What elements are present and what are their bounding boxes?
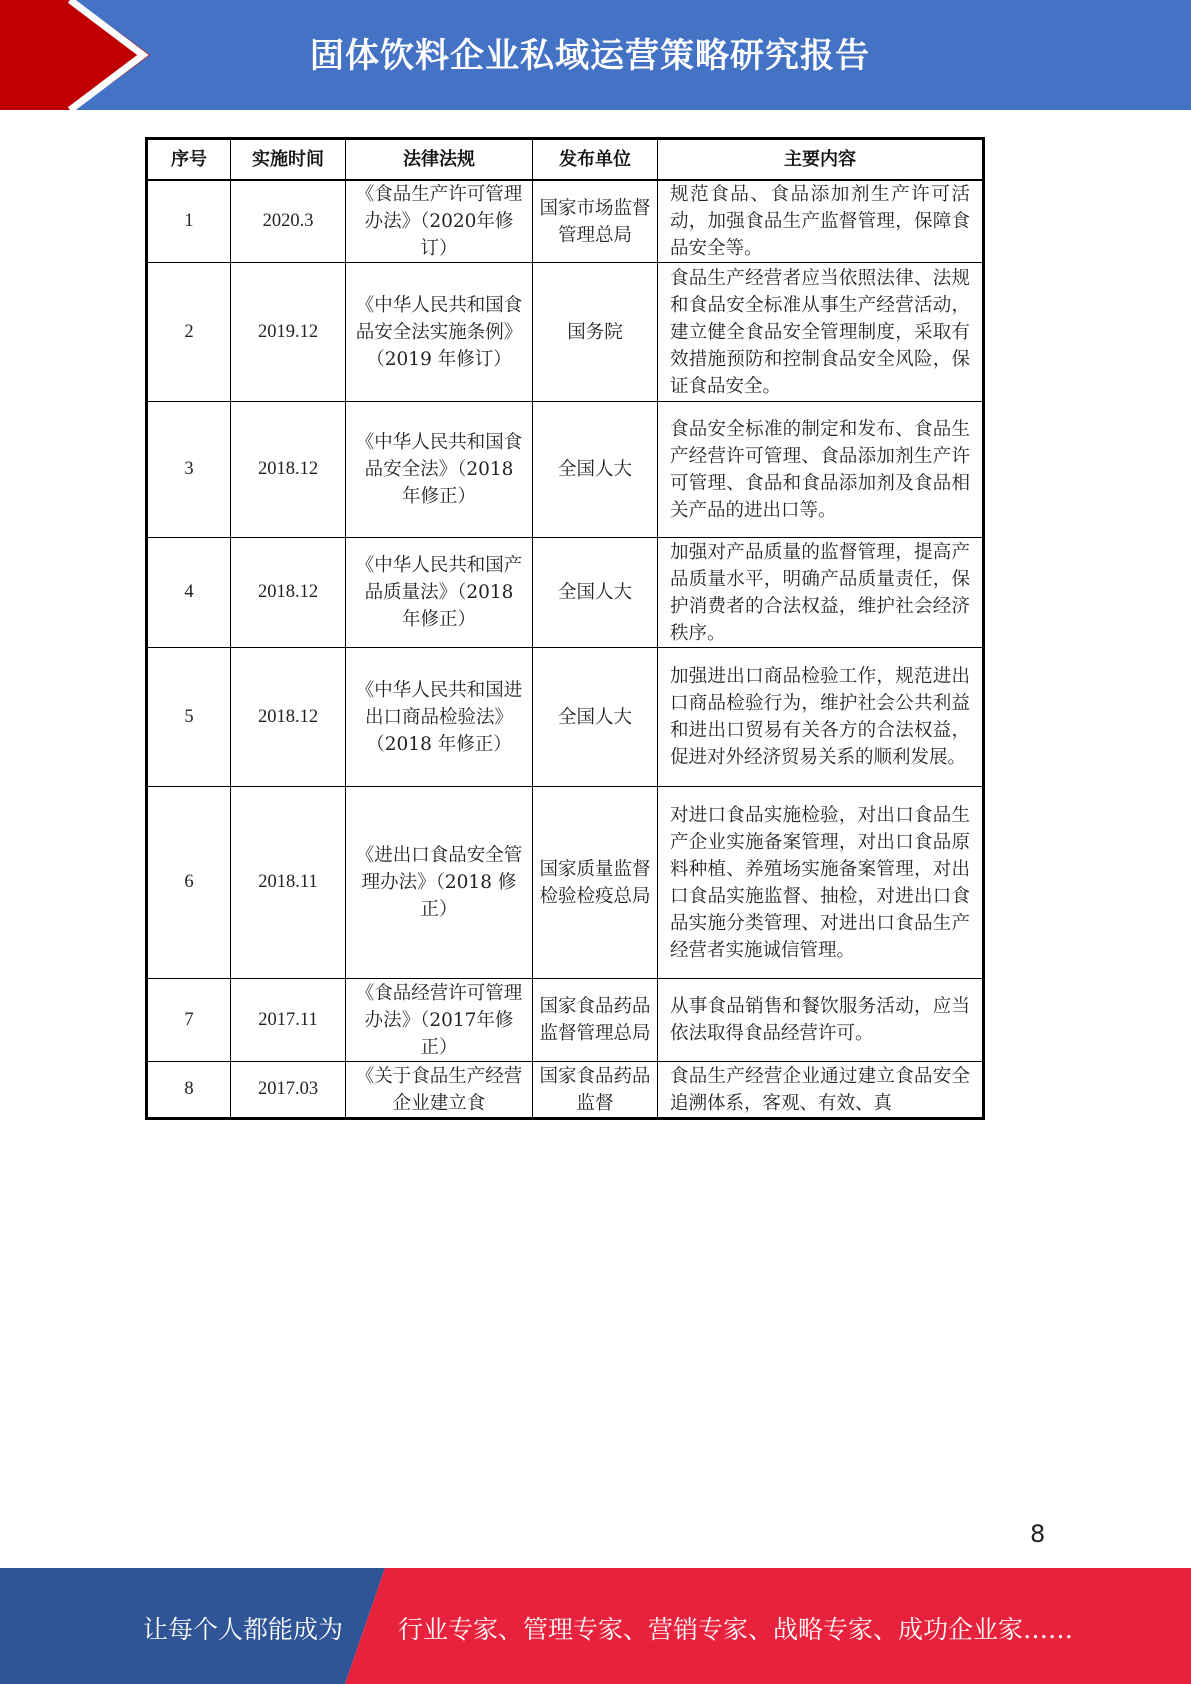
row-date: 2020.3 bbox=[231, 180, 346, 263]
row-content: 食品生产经营者应当依照法律、法规和食品安全标准从事生产经营活动，建立健全食品安全管理制度，采取有效措施预防和控制食品安全风险，保证食品安全。 bbox=[658, 263, 984, 402]
row-date: 2019.12 bbox=[231, 263, 346, 402]
row-publisher: 国家质量监督检验检疫总局 bbox=[533, 787, 658, 979]
row-publisher: 国务院 bbox=[533, 263, 658, 402]
table-row bbox=[147, 263, 984, 402]
page-header bbox=[0, 0, 1191, 110]
row-law: 《中华人民共和国食品安全法》（2018 年修正） bbox=[346, 402, 533, 538]
row-content: 加强对产品质量的监督管理，提高产品质量水平，明确产品质量责任，保护消费者的合法权益，维护社会经济秩序。 bbox=[658, 538, 984, 648]
table-row bbox=[147, 1062, 984, 1119]
header-content: 主要内容 bbox=[658, 139, 984, 181]
row-no: 6 bbox=[147, 787, 231, 979]
row-no: 4 bbox=[147, 538, 231, 648]
footer-slogan-right: 行业专家、管理专家、营销专家、战略专家、成功企业家…… bbox=[398, 1615, 1074, 1644]
row-publisher: 全国人大 bbox=[533, 402, 658, 538]
page-footer bbox=[0, 1568, 1191, 1684]
footer-slogan-left: 让每个人都能成为 bbox=[143, 1615, 344, 1644]
table-row bbox=[147, 979, 984, 1062]
row-content: 规范食品、食品添加剂生产许可活动，加强食品生产监督管理，保障食品安全等。 bbox=[658, 180, 984, 263]
row-law: 《食品生产许可管理办法》（2020年修订） bbox=[346, 180, 533, 263]
header-date: 实施时间 bbox=[231, 139, 346, 181]
row-no: 5 bbox=[147, 648, 231, 787]
table-row bbox=[147, 787, 984, 979]
row-publisher: 全国人大 bbox=[533, 538, 658, 648]
row-date: 2018.12 bbox=[231, 402, 346, 538]
row-date: 2018.12 bbox=[231, 538, 346, 648]
table-row bbox=[147, 648, 984, 787]
row-no: 7 bbox=[147, 979, 231, 1062]
row-law: 《进出口食品安全管理办法》（2018 修正） bbox=[346, 787, 533, 979]
row-law: 《中华人民共和国产品质量法》（2018 年修正） bbox=[346, 538, 533, 648]
row-law: 《食品经营许可管理办法》（2017年修正） bbox=[346, 979, 533, 1062]
row-content: 食品生产经营企业通过建立食品安全追溯体系，客观、有效、真 bbox=[658, 1062, 984, 1119]
table-row bbox=[147, 402, 984, 538]
header-publisher: 发布单位 bbox=[533, 139, 658, 181]
row-content: 对进口食品实施检验，对出口食品生产企业实施备案管理，对出口食品原料种植、养殖场实施备案管理，对出口食品实施监督、抽检，对进出口食品实施分类管理、对进出口食品生产经营者实施诚信管理。 bbox=[658, 787, 984, 979]
row-no: 1 bbox=[147, 180, 231, 263]
row-content: 从事食品销售和餐饮服务活动，应当依法取得食品经营许可。 bbox=[658, 979, 984, 1062]
row-publisher: 国家市场监督管理总局 bbox=[533, 180, 658, 263]
table-header-row bbox=[147, 139, 984, 181]
row-content: 加强进出口商品检验工作，规范进出口商品检验行为，维护社会公共利益和进出口贸易有关各方的合法权益，促进对外经济贸易关系的顺利发展。 bbox=[658, 648, 984, 787]
regulations-table bbox=[145, 137, 985, 1120]
row-date: 2017.03 bbox=[231, 1062, 346, 1119]
row-content: 食品安全标准的制定和发布、食品生产经营许可管理、食品添加剂生产许可管理、食品和食品添加剂及食品相关产品的进出口等。 bbox=[658, 402, 984, 538]
row-publisher: 国家食品药品监督 bbox=[533, 1062, 658, 1119]
page-number: 8 bbox=[1030, 1520, 1046, 1548]
row-publisher: 全国人大 bbox=[533, 648, 658, 787]
row-no: 2 bbox=[147, 263, 231, 402]
row-law: 《关于食品生产经营企业建立食 bbox=[346, 1062, 533, 1119]
header-law: 法律法规 bbox=[346, 139, 533, 181]
row-no: 8 bbox=[147, 1062, 231, 1119]
row-no: 3 bbox=[147, 402, 231, 538]
row-date: 2018.11 bbox=[231, 787, 346, 979]
row-publisher: 国家食品药品监督管理总局 bbox=[533, 979, 658, 1062]
table-row bbox=[147, 538, 984, 648]
row-law: 《中华人民共和国食品安全法实施条例》（2019 年修订） bbox=[346, 263, 533, 402]
row-date: 2018.12 bbox=[231, 648, 346, 787]
table-row bbox=[147, 180, 984, 263]
row-date: 2017.11 bbox=[231, 979, 346, 1062]
header-no: 序号 bbox=[147, 139, 231, 181]
report-title: 固体饮料企业私域运营策略研究报告 bbox=[310, 36, 870, 76]
row-law: 《中华人民共和国进出口商品检验法》（2018 年修正） bbox=[346, 648, 533, 787]
